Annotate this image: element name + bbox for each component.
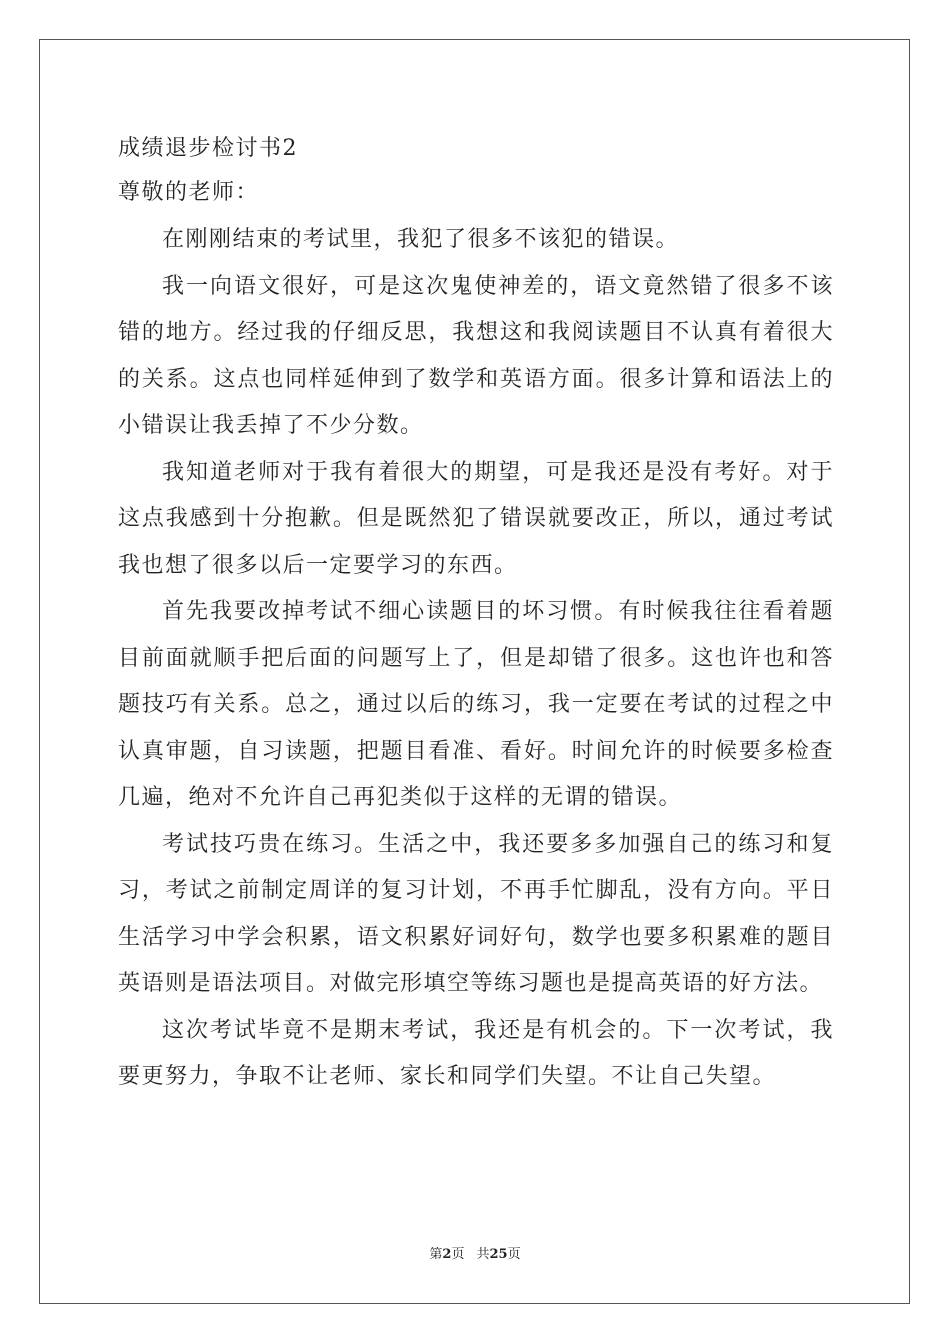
paragraph-1: 在刚刚结束的考试里，我犯了很多不该犯的错误。 <box>162 227 680 252</box>
page-footer <box>0 1243 950 1262</box>
paragraph-4: 首先我要改掉考试不细心读题目的坏习惯。有时候我往往看着题目前面就顺手把后面的问题写上了，但是却错了很多。这也许也和答题技巧有关系。总之，通过以后的练习，我一定要在考试的过程之中认真审题，自习读题，把题目看准、看好。时间允许的时候要多检查几遍，绝对不允许自己再犯类似于这样的无谓的错误。 <box>118 599 834 810</box>
page-suffix: 页 <box>451 1247 465 1262</box>
paragraph-6: 这次考试毕竟不是期末考试，我还是有机会的。下一次考试，我要更努力，争取不让老师、家长和同学们失望。不让自己失望。 <box>118 1017 834 1089</box>
page-number: 2 <box>442 1247 452 1262</box>
paragraph-3: 我知道老师对于我有着很大的期望，可是我还是没有考好。对于这点我感到十分抱歉。但是既然犯了错误就要改正，所以，通过考试我也想了很多以后一定要学习的东西。 <box>118 459 834 578</box>
total-pages: 25 <box>489 1247 508 1262</box>
paragraph-5: 考试技巧贵在练习。生活之中，我还要多多加强自己的练习和复习，考试之前制定周详的复习计划，不再手忙脚乱，没有方向。平日生活学习中学会积累，语文积累好词好句，数学也要多积累难的题目英语则是语法项目。对做完形填空等练习题也是提高英语的好方法。 <box>118 831 834 996</box>
document-body <box>118 127 834 1101</box>
paragraph-2: 我一向语文很好，可是这次鬼使神差的，语文竟然错了很多不该错的地方。经过我的仔细反思，我想这和我阅读题目不认真有着很大的关系。这点也同样延伸到了数学和英语方面。很多计算和语法上的小错误让我丢掉了不少分数。 <box>118 273 834 438</box>
page-prefix: 第 <box>429 1247 443 1262</box>
total-prefix: 共 <box>476 1247 490 1262</box>
salutation: 尊敬的老师： <box>118 180 260 205</box>
total-suffix: 页 <box>507 1247 521 1262</box>
document-title: 成绩退步检讨书2 <box>118 136 298 161</box>
